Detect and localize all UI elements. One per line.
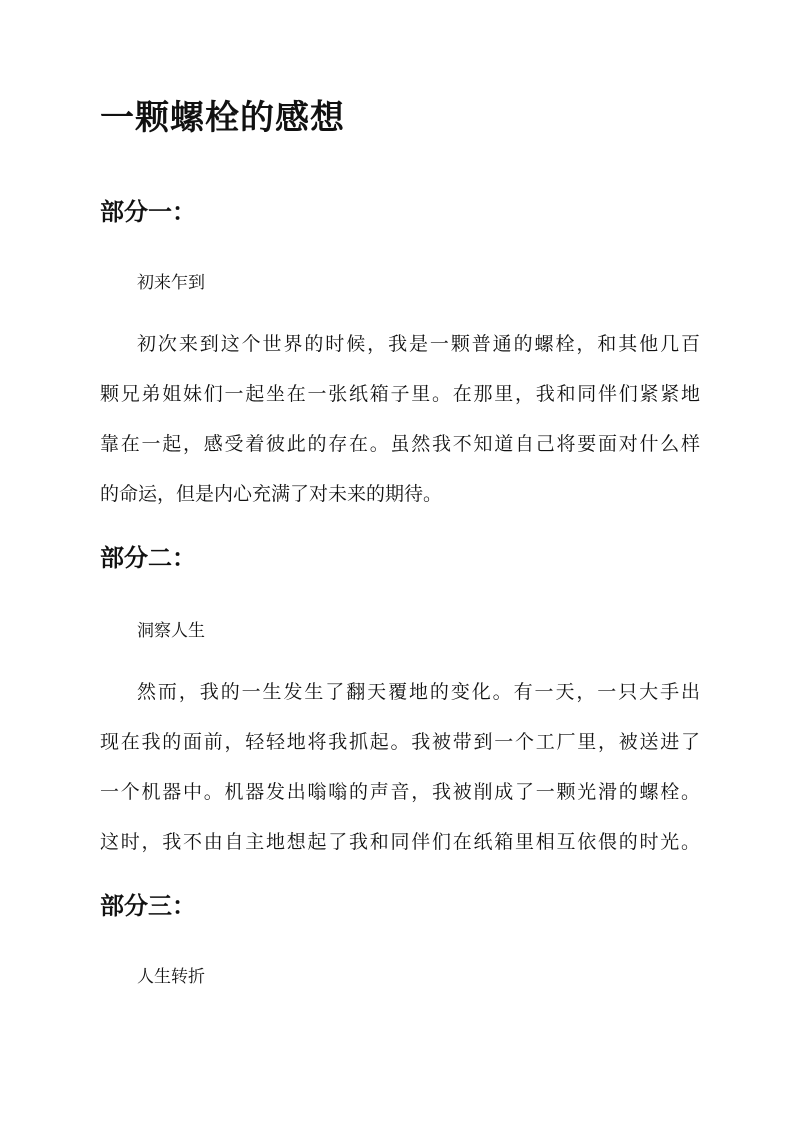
paragraph-line: 的命运，但是内心充满了对未来的期待。: [100, 483, 443, 505]
section-1-heading: 部分一：: [100, 197, 196, 226]
paragraph-line: 一个机器中。机器发出嗡嗡的声音，我被削成了一颗光滑的螺栓。: [100, 781, 700, 803]
document-title: 一颗螺栓的感想: [100, 98, 345, 138]
section-2-heading: 部分二：: [100, 543, 196, 572]
section-2-subtitle: 洞察人生: [137, 621, 205, 641]
paragraph-line: 这时，我不由自主地想起了我和同伴们在纸箱里相互依偎的时光。: [100, 831, 700, 853]
paragraph-line: 初次来到这个世界的时候，我是一颗普通的螺栓，和其他几百: [137, 333, 700, 355]
section-3-heading: 部分三：: [100, 891, 196, 920]
paragraph-line: 现在我的面前，轻轻地将我抓起。我被带到一个工厂里，被送进了: [100, 731, 700, 753]
paragraph-line: 颗兄弟姐妹们一起坐在一张纸箱子里。在那里，我和同伴们紧紧地: [100, 383, 700, 405]
section-1-subtitle: 初来乍到: [137, 273, 205, 293]
section-3-subtitle: 人生转折: [137, 967, 205, 987]
paragraph-line: 然而，我的一生发生了翻天覆地的变化。有一天，一只大手出: [137, 681, 700, 703]
paragraph-line: 靠在一起，感受着彼此的存在。虽然我不知道自己将要面对什么样: [100, 433, 700, 455]
